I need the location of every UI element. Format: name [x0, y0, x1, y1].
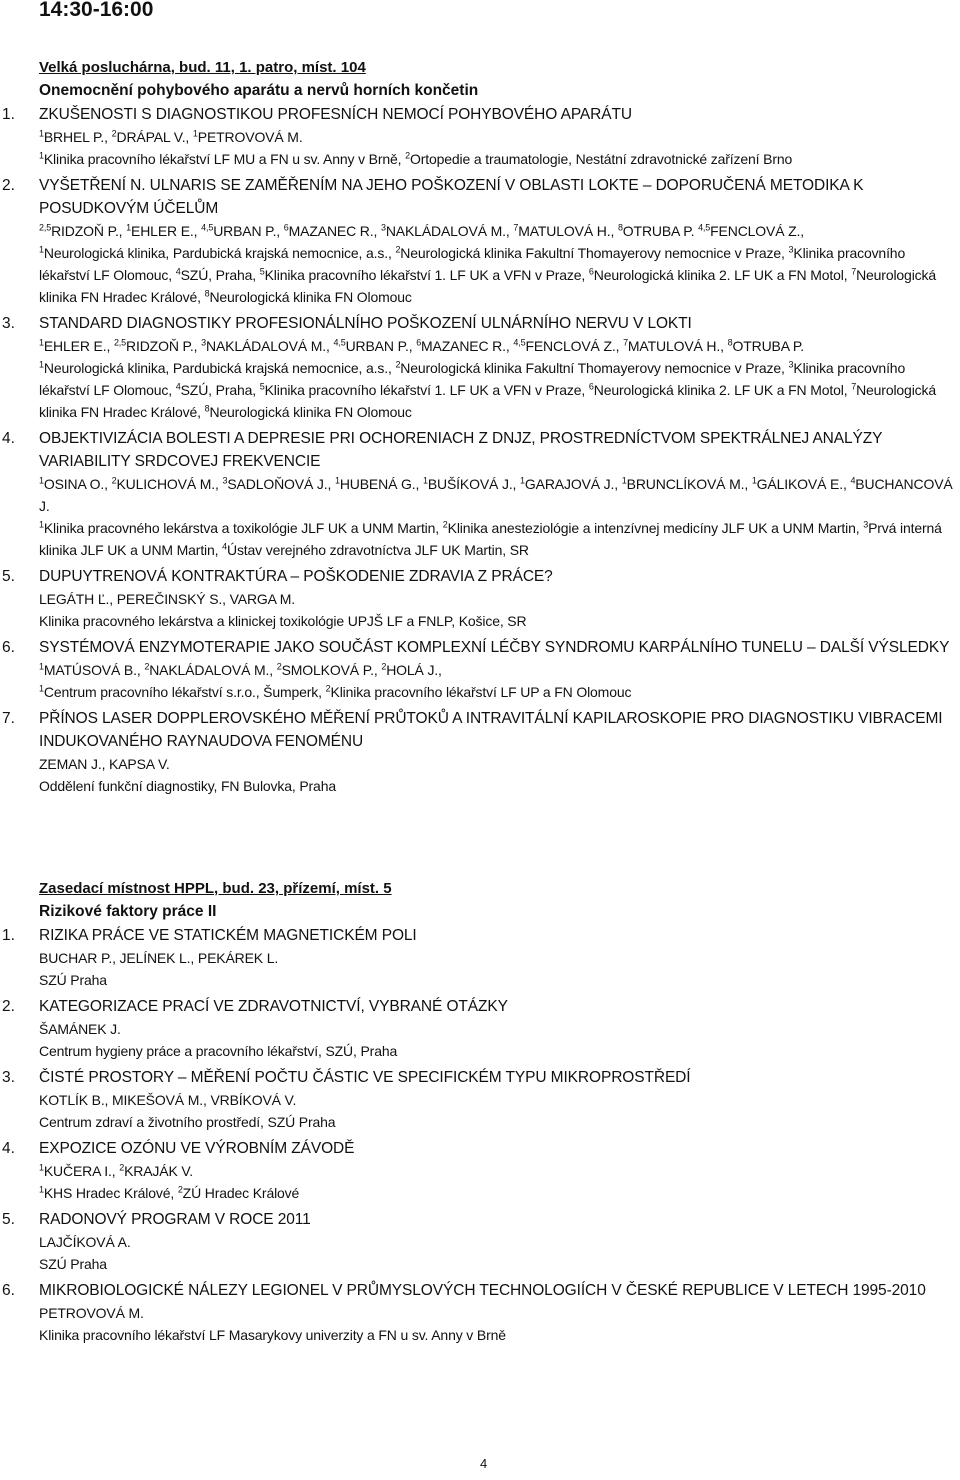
item-number: 7. [2, 710, 15, 727]
item-affiliation: $^1$Klinika pracovního lékařství LF MU a FN u sv. Anny v Brně, $^2$Ortopedie a traumatologie, Nestátní zdravotnické zařízení Brno [39, 150, 793, 167]
program-item [0, 312, 960, 423]
item-title: PŘÍNOS LASER DOPPLEROVSKÉHO MĚŘENÍ PRŮTOKŮ A INTRAVITÁLNÍ KAPILAROSKOPIE PRO DIAGNOSTIKU VIBRACEMI INDUKOVANÉHO RAYNAUDOVA FENOMÉNU [39, 710, 943, 750]
item-number: 2. [2, 177, 15, 194]
venue-heading: Velká posluchárna, bud. 11, 1. patro, míst. 104 [39, 59, 366, 76]
item-authors: ŠAMÁNEK J. [39, 1021, 121, 1037]
program-item [0, 103, 960, 170]
item-title: RIZIKA PRÁCE VE STATICKÉM MAGNETICKÉM POLI [39, 927, 417, 944]
item-number: 5. [2, 568, 15, 585]
item-authors: $^1$BRHEL P., $^2$DRÁPAL V., $^1$PETROVOVÁ M. [39, 128, 303, 145]
session-title: Rizikové faktory práce II [39, 903, 217, 920]
item-affiliation: SZÚ Praha [39, 972, 107, 988]
item-authors: $^1$EHLER E., $^{2,5}$RIDZOŇ P., $^3$NAKLÁDALOVÁ M., $^{4,5}$URBAN P., $^6$MAZANEC R., $^{4,5}$FENCLOVÁ Z., $^7$MATULOVÁ H., $^8$OTRUBA P. [39, 337, 805, 354]
item-affiliation: Centrum zdraví a životního prostředí, SZÚ Praha [39, 1114, 336, 1130]
item-number: 1. [2, 106, 15, 123]
item-authors: BUCHAR P., JELÍNEK L., PEKÁREK L. [39, 950, 279, 966]
item-title: SYSTÉMOVÁ ENZYMOTERAPIE JAKO SOUČÁST KOMPLEXNÍ LÉČBY SYNDROMU KARPÁLNÍHO TUNELU – DALŠÍ VÝSLEDKY [39, 639, 950, 656]
item-title: DUPUYTRENOVÁ KONTRAKTÚRA – POŠKODENIE ZDRAVIA Z PRÁCE? [39, 568, 553, 585]
item-number: 3. [2, 315, 15, 332]
program-item [0, 174, 960, 308]
venue-heading: Zasedací místnost HPPL, bud. 23, přízemí, míst. 5 [39, 880, 392, 897]
item-number: 2. [2, 998, 15, 1015]
program-item [0, 1137, 960, 1204]
program-item [0, 924, 960, 991]
item-authors: $^1$KUČERA I., $^2$KRAJÁK V. [39, 1162, 194, 1179]
program-item [0, 427, 960, 561]
item-affiliation: $^1$KHS Hradec Králové, $^2$ZÚ Hradec Králové [39, 1184, 300, 1201]
item-number: 1. [2, 927, 15, 944]
item-affiliation: Klinika pracovného lekárstva a klinickej toxikológie UPJŠ LF a FNLP, Košice, SR [39, 613, 527, 629]
item-authors: LAJČÍKOVÁ A. [39, 1234, 131, 1250]
item-number: 6. [2, 1282, 15, 1299]
item-title: KATEGORIZACE PRACÍ VE ZDRAVOTNICTVÍ, VYBRANÉ OTÁZKY [39, 998, 508, 1015]
item-affiliation: $^1$Neurologická klinika, Pardubická krajská nemocnice, a.s., $^2$Neurologická klinika Fakultní Thomayerovy nemocnice v Praze, $^3$Klinika pracovního lékařství LF Olomouc, $^4$SZÚ, Praha, $^5$Klinika pracovního lékařství 1. LF UK a VFN v Praze, $^6$Neurologická klinika 2. LF UK a FN Motol, $^7$Neurologická klinika FN Hradec Králové, $^8$Neurologická klinika FN Olomouc [39, 244, 936, 305]
program-item [0, 1208, 960, 1275]
section-velka-posluchama [0, 56, 960, 801]
item-authors: KOTLÍK B., MIKEŠOVÁ M., VRBÍKOVÁ V. [39, 1092, 297, 1108]
item-affiliation: Centrum hygieny práce a pracovního lékařství, SZÚ, Praha [39, 1043, 398, 1059]
item-affiliation: $^1$Klinika pracovného lekárstva a toxikológie JLF UK a UNM Martin, $^2$Klinika anesteziológie a intenzívnej medicíny JLF UK a UNM Martin, $^3$Prvá interná klinika JLF UK a UNM Martin, $^4$Ústav verejného zdravotníctva JLF UK Martin, SR [39, 519, 942, 558]
item-title: ZKUŠENOSTI S DIAGNOSTIKOU PROFESNÍCH NEMOCÍ POHYBOVÉHO APARÁTU [39, 106, 632, 123]
program-item [0, 707, 960, 797]
item-number: 5. [2, 1211, 15, 1228]
item-title: STANDARD DIAGNOSTIKY PROFESIONÁLNÍHO POŠKOZENÍ ULNÁRNÍHO NERVU V LOKTI [39, 315, 692, 332]
item-title: EXPOZICE OZÓNU VE VÝROBNÍM ZÁVODĚ [39, 1140, 355, 1157]
item-title: RADONOVÝ PROGRAM V ROCE 2011 [39, 1211, 311, 1228]
item-authors: ZEMAN J., KAPSA V. [39, 756, 170, 772]
item-authors: $^1$MATÚSOVÁ B., $^2$NAKLÁDALOVÁ M., $^2$SMOLKOVÁ P., $^2$HOLÁ J., [39, 661, 442, 678]
item-authors: PETROVOVÁ M. [39, 1305, 144, 1321]
program-item [0, 1066, 960, 1133]
section-zasedaci-mistnost [0, 877, 960, 1350]
item-title: ČISTÉ PROSTORY – MĚŘENÍ POČTU ČÁSTIC VE SPECIFICKÉM TYPU MIKROPROSTŘEDÍ [39, 1069, 691, 1086]
item-affiliation: $^1$Centrum pracovního lékařství s.r.o., Šumperk, $^2$Klinika pracovního lékařství LF UP a FN Olomouc [39, 683, 632, 700]
page-number: 4 [480, 1456, 488, 1471]
item-title: OBJEKTIVIZÁCIA BOLESTI A DEPRESIE PRI OCHORENIACH Z DNJZ, PROSTREDNÍCTVOM SPEKTRÁLNEJ ANALÝZY VARIABILITY SRDCOVEJ FREKVENCIE [39, 430, 883, 470]
item-number: 4. [2, 1140, 15, 1157]
item-affiliation: SZÚ Praha [39, 1256, 107, 1272]
item-number: 4. [2, 430, 15, 447]
item-affiliation: Klinika pracovního lékařství LF Masarykovy univerzity a FN u sv. Anny v Brně [39, 1327, 506, 1343]
session-title: Onemocnění pohybového aparátu a nervů horních končetin [39, 82, 479, 99]
item-number: 3. [2, 1069, 15, 1086]
item-affiliation: $^1$Neurologická klinika, Pardubická krajská nemocnice, a.s., $^2$Neurologická klinika Fakultní Thomayerovy nemocnice v Praze, $^3$Klinika pracovního lékařství LF Olomouc, $^4$SZÚ, Praha, $^5$Klinika pracovního lékařství 1. LF UK a VFN v Praze, $^6$Neurologická klinika 2. LF UK a FN Motol, $^7$Neurologická klinika FN Hradec Králové, $^8$Neurologická klinika FN Olomouc [39, 359, 936, 420]
item-authors: LEGÁTH Ľ., PEREČINSKÝ S., VARGA M. [39, 591, 296, 607]
program-item [0, 995, 960, 1062]
program-item [0, 565, 960, 632]
item-title: VYŠETŘENÍ N. ULNARIS SE ZAMĚŘENÍM NA JEHO POŠKOZENÍ V OBLASTI LOKTE – DOPORUČENÁ METODIKA K POSUDKOVÝM ÚČELŮM [39, 177, 864, 217]
session-time: 14:30-16:00 [39, 0, 154, 21]
program-item [0, 636, 960, 703]
item-title: MIKROBIOLOGICKÉ NÁLEZY LEGIONEL V PRŮMYSLOVÝCH TECHNOLOGIÍCH V ČESKÉ REPUBLICE V LETECH 1995-2010 [39, 1282, 926, 1299]
item-affiliation: Oddělení funkční diagnostiky, FN Bulovka, Praha [39, 778, 336, 794]
item-number: 6. [2, 639, 15, 656]
program-item [0, 1279, 960, 1346]
item-authors: $^{2,5}$RIDZOŇ P., $^1$EHLER E., $^{4,5}$URBAN P., $^6$MAZANEC R., $^3$NAKLÁDALOVÁ M., $^7$MATULOVÁ H., $^8$OTRUBA P. $^{4,5}$FENCLOVÁ Z., [39, 222, 805, 239]
item-authors: $^1$OSINA O., $^2$KULICHOVÁ M., $^3$SADLOŇOVÁ J., $^1$HUBENÁ G., $^1$BUŠÍKOVÁ J., $^1$GARAJOVÁ J., $^1$BRUNCLÍKOVÁ M., $^1$GÁLIKOVÁ E., $^4$BUCHANCOVÁ J. [39, 475, 953, 514]
